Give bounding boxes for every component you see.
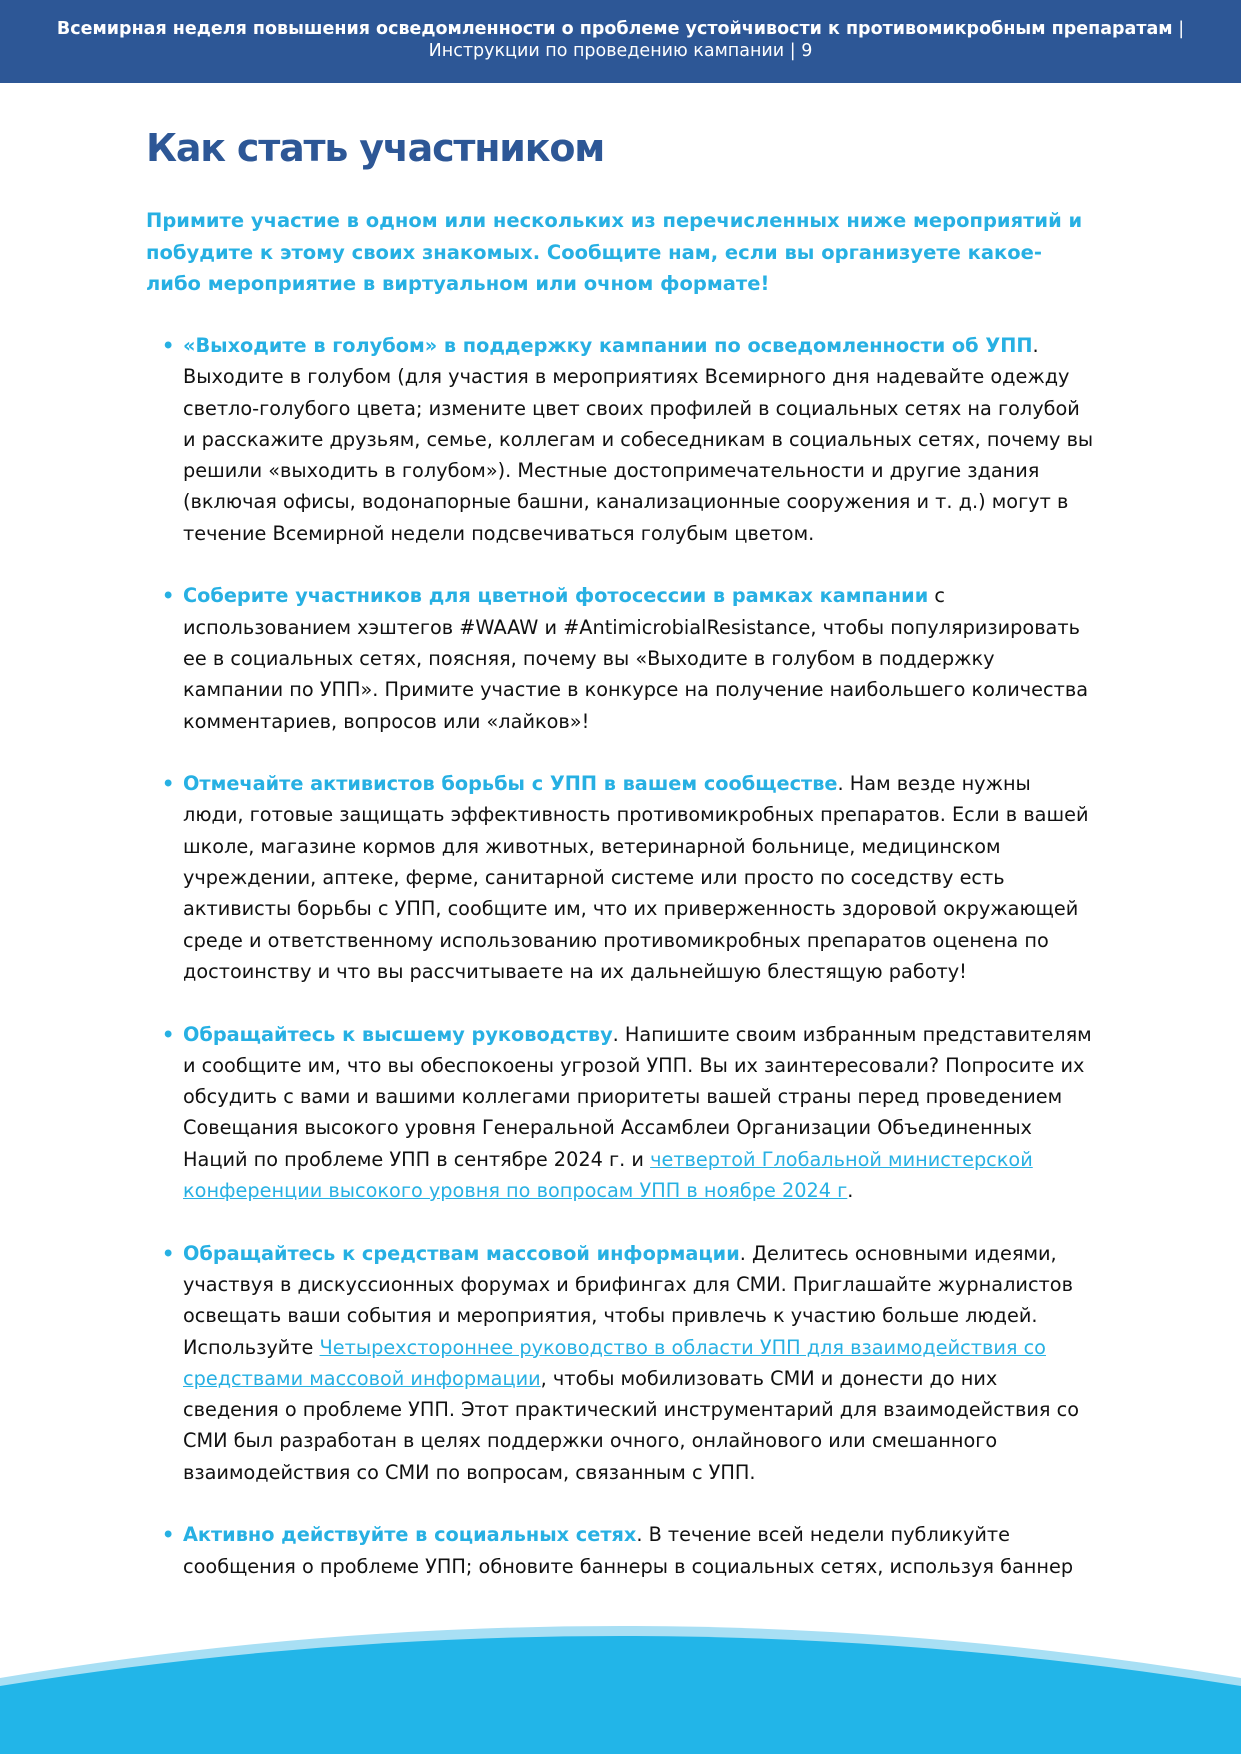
list-item-text: с использованием хэштегов #WAAW и #AntimicrobialResistance, чтобы популяризировать ее в социальных сетях, поясняя, почему вы «Выходите в голубом в поддержку кампании по УПП». Примите участие в конкурсе на получение наибольшего количества комментариев, вопросов или «лайков»! xyxy=(183,584,1089,733)
list-item-text: . Делитесь основными идеями, участвуя в дискуссионных форумах и брифингах для СМИ. Приглашайте журналистов освещать ваши события и мероприятия, чтобы привлечь к участию больше людей. Используйте xyxy=(183,1241,1073,1359)
list-item-lead: «Выходите в голубом» в поддержку кампании по осведомленности об УПП xyxy=(183,334,1033,357)
list-item-lead: Обращайтесь к высшему руководству xyxy=(183,1022,613,1046)
page-number: 9 xyxy=(801,41,813,61)
list-item-text: . В течение всей недели публикуйте сообщения о проблеме УПП; обновите баннеры в социальных сетях, используя баннер xyxy=(183,1523,1074,1578)
list-item-activists xyxy=(146,768,1096,987)
list-item-text-end: . xyxy=(847,1179,854,1203)
bullet-icon: • xyxy=(162,584,175,608)
list-item-lead: Активно действуйте в социальных сетях xyxy=(183,1523,637,1547)
intro-paragraph: Примите участие в одном или нескольких из перечисленных ниже мероприятий и побудите к этому своих знакомых. Сообщите нам, если вы организуете какое-либо мероприятие в виртуальном или очном формате! xyxy=(146,209,1083,295)
bullet-icon: • xyxy=(162,1241,175,1265)
bullet-icon: • xyxy=(162,772,175,796)
list-item-lead: Отмечайте активистов борьбы с УПП в вашем сообществе xyxy=(183,772,838,796)
list-item-social-media xyxy=(146,1519,1096,1582)
list-item-wear-blue xyxy=(146,330,1096,549)
list-item-leadership xyxy=(146,1019,1096,1207)
bullet-icon: • xyxy=(162,1523,175,1547)
list-item-lead: Соберите участников для цветной фотосессии в рамках кампании xyxy=(183,584,929,608)
list-item-text: . Нам везде нужны люди, готовые защищать эффективность противомикробных препаратов. Если в вашей школе, магазине кормов для животных, ветеринарной больнице, медицинском учреждении, аптеке, ферме, санитарной системе или просто по соседству есть активисты борьбы с УПП, сообщите им, что их приверженность здоровой окружающей среде и ответственному использованию противомикробных препаратов оценена по достоинству и что вы рассчитываете на их дальнейшую блестящую работу! xyxy=(183,772,1089,983)
ministerial-conference-link[interactable]: четвертой Глобальной министерской конференции высокого уровня по вопросам УПП в ноябре 2024 г xyxy=(183,1147,1033,1203)
header-separator: | xyxy=(1172,19,1185,39)
media-guide-link[interactable]: Четырехстороннее руководство в области УПП для взаимодействия со средствами массовой информации xyxy=(183,1335,1046,1390)
header-text xyxy=(0,0,1241,62)
list-item-text-end: , чтобы мобилизовать СМИ и донести до них сведения о проблеме УПП. Этот практический инструментарий для взаимодействия со СМИ был разработан в целях поддержки очного, онлайнового или смешанного взаимодействия со СМИ по вопросам, связанным с УПП. xyxy=(183,1366,1080,1484)
list-item-media xyxy=(146,1238,1096,1488)
activity-list xyxy=(146,330,1096,1613)
footer-wave xyxy=(0,1594,1241,1754)
bullet-icon: • xyxy=(162,334,175,357)
bullet-icon: • xyxy=(162,1022,175,1046)
page-header xyxy=(0,0,1241,83)
header-subtitle: Инструкции по проведению кампании xyxy=(428,41,785,61)
list-item-text: . Выходите в голубом (для участия в мероприятиях Всемирного дня надевайте одежду светло-голубого цвета; измените цвет своих профилей в социальных сетях на голубой и расскажите друзьям, семье, коллегам и собеседникам в социальных сетях, почему вы решили «выходить в голубом»). Местные достопримечательности и другие здания (включая офисы, водонапорные башни, канализационные сооружения и т. д.) могут в течение Всемирной недели подсвечиваться голубым цветом. xyxy=(183,334,1094,545)
header-title: Всемирная неделя повышения осведомленности о проблеме устойчивости к противомикробным препаратам xyxy=(56,19,1173,39)
list-item-text: . Напишите своим избранным представителям и сообщите им, что вы обеспокоены угрозой УПП. Вы их заинтересовали? Попросите их обсудить с вами и вашими коллегами приоритеты вашей страны перед проведением Совещания высокого уровня Генеральной Ассамблеи Организации Объединенных Наций по проблеме УПП в сентябре 2024 г. и xyxy=(183,1022,1092,1171)
page-title: Как стать участником xyxy=(146,126,605,170)
list-item-photo-session xyxy=(146,580,1096,736)
header-separator: | xyxy=(784,41,802,61)
list-item-lead: Обращайтесь к средствам массовой информации xyxy=(183,1241,740,1265)
